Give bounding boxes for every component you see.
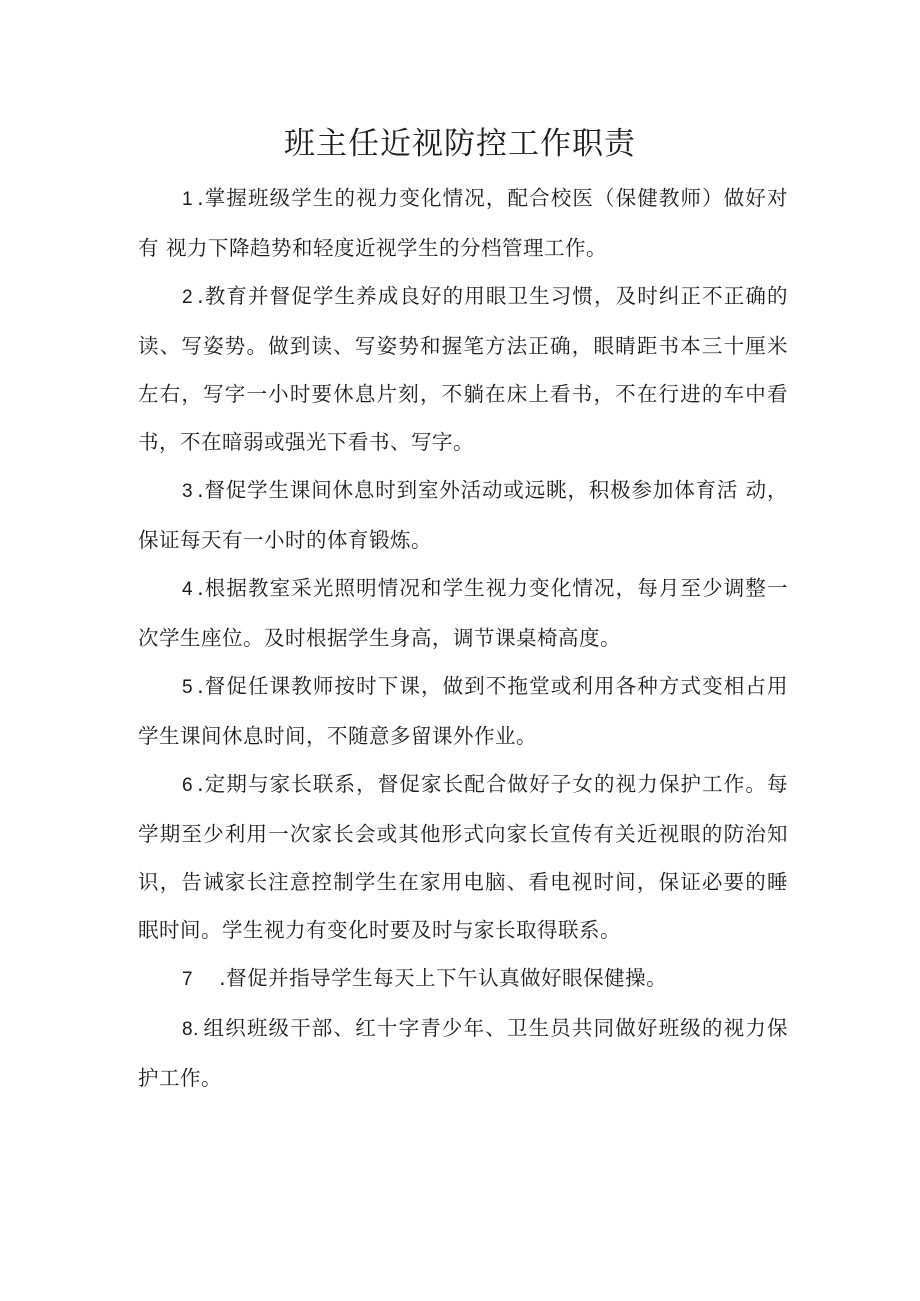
paragraph-6 — [138, 760, 788, 954]
paragraph-text: .督促并指导学生每天上下午认真做好眼保健操。 — [219, 966, 668, 990]
paragraph-number: 4 — [182, 579, 194, 600]
paragraph-text: .督促任课教师按时下课，做到不拖堂或利用各种方式变相占用学生课间休息时间，不随意多留课外作业。 — [138, 674, 788, 748]
paragraph-1 — [138, 174, 788, 272]
paragraph-5 — [138, 662, 788, 760]
paragraph-text: .掌握班级学生的视力变化情况，配合校医（保健教师）做好对有 视力下降趋势和轻度近视学生的分档管理工作。 — [138, 186, 788, 260]
paragraph-number: 6 — [182, 775, 194, 796]
paragraph-2 — [138, 272, 788, 466]
paragraph-3 — [138, 466, 788, 564]
paragraph-number: 8. — [182, 1019, 199, 1040]
paragraph-number: 5 — [182, 677, 194, 698]
paragraph-8 — [138, 1004, 788, 1102]
page-title: 班主任近视防控工作职责 — [284, 126, 636, 162]
paragraph-4 — [138, 564, 788, 662]
paragraph-text: .督促学生课间休息时到室外活动或远眺，积极参加体育活 动，保证每天有一小时的体育锻炼。 — [138, 478, 788, 552]
document-body — [138, 174, 788, 1102]
paragraph-text: 组织班级干部、红十字青少年、卫生员共同做好班级的视力保护工作。 — [138, 1016, 788, 1090]
paragraph-number: 7 — [182, 969, 194, 990]
paragraph-text: .定期与家长联系，督促家长配合做好子女的视力保护工作。每学期至少利用一次家长会或其他形式向家长宣传有关近视眼的防治知识，告诫家长注意控制学生在家用电脑、看电视时间，保证必要的睡眠时间。学生视力有变化时要及时与家长取得联系。 — [138, 772, 788, 942]
paragraph-7 — [138, 954, 788, 1004]
paragraph-number: 2 — [182, 287, 194, 308]
paragraph-number: 3 — [182, 481, 194, 502]
paragraph-text: .根据教室采光照明情况和学生视力变化情况，每月至少调整一次学生座位。及时根据学生身高，调节课桌椅高度。 — [138, 576, 788, 650]
paragraph-text: .教育并督促学生养成良好的用眼卫生习惯，及时纠正不正确的读、写姿势。做到读、写姿势和握笔方法正确，眼睛距书本三十厘米左右，写字一小时要休息片刻，不躺在床上看书，不在行进的车中看书，不在暗弱或强光下看书、写字。 — [138, 284, 788, 454]
paragraph-number: 1 — [182, 189, 194, 210]
